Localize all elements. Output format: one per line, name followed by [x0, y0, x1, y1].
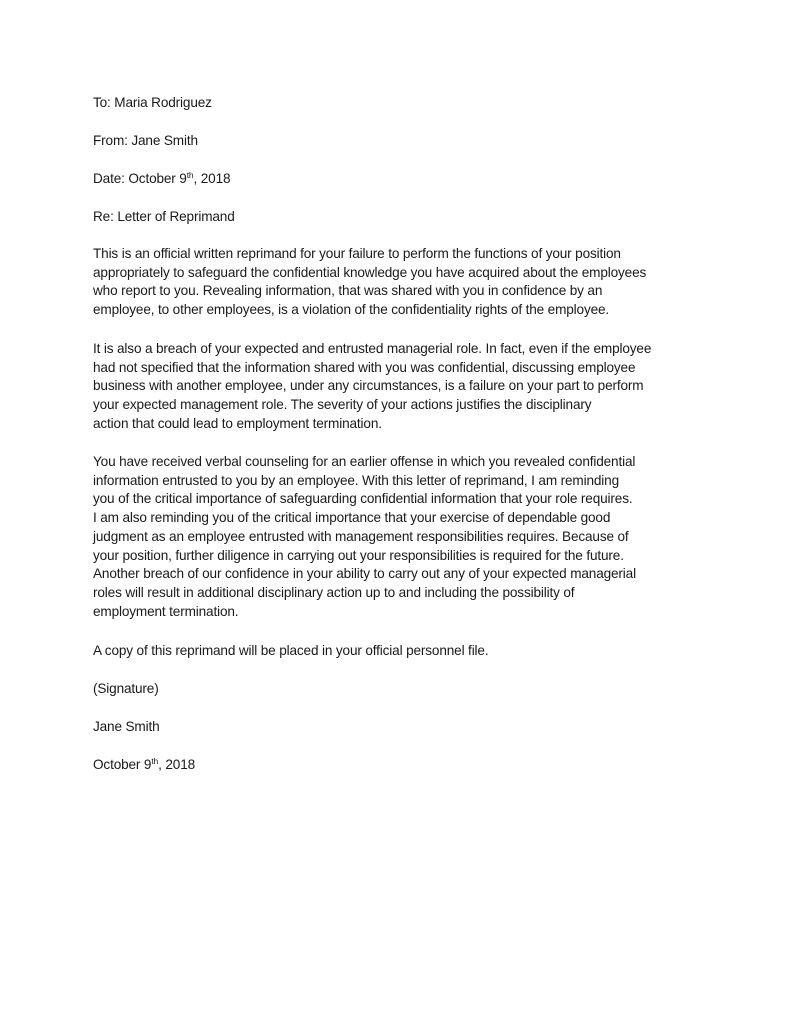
paragraph-line: action that could lead to employment termination.	[93, 415, 382, 431]
paragraph-line: I am also reminding you of the critical importance that your exercise of dependable good	[93, 510, 611, 526]
closing-date-ordinal: th	[151, 756, 159, 766]
paragraph-line: employee, to other employees, is a violation of the confidentiality rights of the employee.	[93, 302, 610, 318]
date-ordinal: th	[186, 170, 194, 180]
closing-date-text: October 9	[93, 757, 152, 772]
paragraph-line: business with another employee, under any circumstances, is a failure on your part to perform	[93, 378, 644, 394]
paragraph-line: you of the critical importance of safeguarding confidential information that your role requires.	[93, 491, 633, 507]
paragraph-4: A copy of this reprimand will be placed in your official personnel file.	[93, 643, 489, 658]
to-line: To: Maria Rodriguez	[93, 95, 212, 110]
date-line	[93, 170, 230, 189]
paragraph-line: your expected management role. The severity of your actions justifies the disciplinary	[93, 397, 592, 413]
from-line: From: Jane Smith	[93, 133, 198, 148]
paragraph-line: had not specified that the information shared with you was confidential, discussing employee	[93, 359, 636, 375]
subject-line: Re: Letter of Reprimand	[93, 209, 235, 224]
paragraph-3	[93, 453, 636, 621]
paragraph-line: It is also a breach of your expected and entrusted managerial role. In fact, even if the employee	[93, 341, 652, 356]
date-text: Date: October 9	[93, 171, 187, 186]
signer-name: Jane Smith	[93, 719, 160, 734]
closing-date	[93, 756, 195, 775]
paragraph-1	[93, 245, 646, 320]
paragraph-line: appropriately to safeguard the confidential knowledge you have acquired about the employees	[93, 264, 647, 280]
date-year: , 2018	[193, 171, 231, 186]
paragraph-line: You have received verbal counseling for an earlier offense in which you revealed confidential	[93, 454, 636, 469]
paragraph-line: who report to you. Revealing information, that was shared with you in confidence by an	[93, 283, 603, 299]
paragraph-2	[93, 340, 651, 434]
paragraph-line: employment termination.	[93, 603, 239, 619]
paragraph-line: This is an official written reprimand for your failure to perform the functions of your position	[93, 246, 621, 261]
closing-date-year: , 2018	[158, 757, 196, 772]
paragraph-line: Another breach of our confidence in your ability to carry out any of your expected managerial	[93, 566, 636, 582]
signature-placeholder: (Signature)	[93, 681, 159, 696]
paragraph-line: roles will result in additional disciplinary action up to and including the possibility of	[93, 584, 575, 600]
paragraph-line: your position, further diligence in carrying out your responsibilities is required for the future.	[93, 547, 624, 563]
paragraph-line: information entrusted to you by an employee. With this letter of reprimand, I am reminding	[93, 472, 619, 488]
paragraph-line: judgment as an employee entrusted with management responsibilities requires. Because of	[93, 528, 629, 544]
